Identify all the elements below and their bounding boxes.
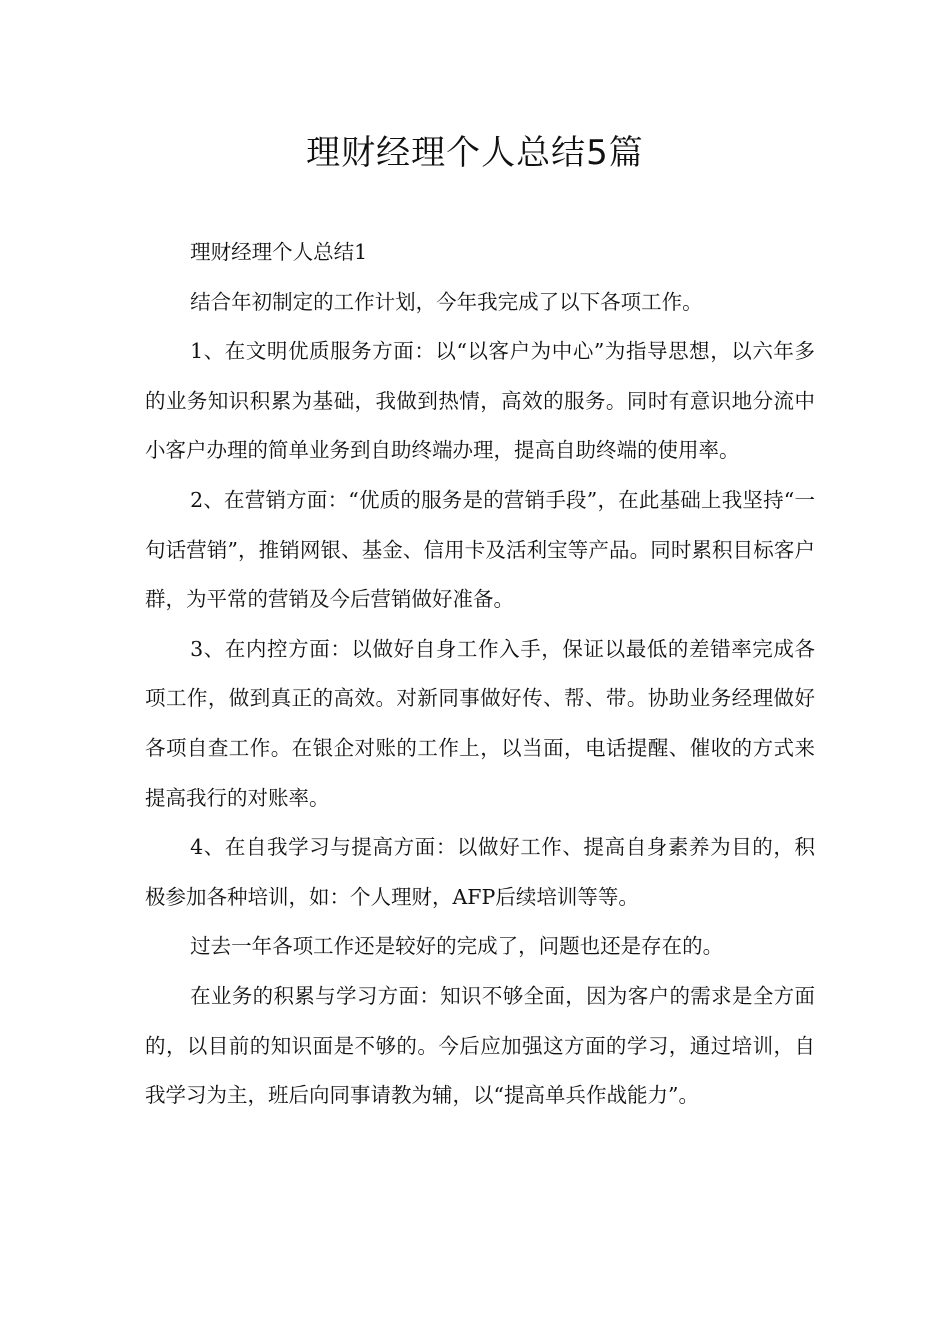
body-paragraph: 在业务的积累与学习方面：知识不够全面，因为客户的需求是全方面的，以目前的知识面是不够的。今后应加强这方面的学习，通过培训，自我学习为主，班后向同事请教为辅，以“提高单兵作战能力”。 xyxy=(145,983,815,1108)
body-paragraph: 3、在内控方面：以做好自身工作入手，保证以最低的差错率完成各项工作，做到真正的高效。对新同事做好传、帮、带。协助业务经理做好各项自查工作。在银企对账的工作上，以当面，电话提醒、催收的方式来提高我行的对账率。 xyxy=(145,636,815,810)
document-body xyxy=(145,228,815,1121)
section-heading: 理财经理个人总结1 xyxy=(190,240,368,264)
body-paragraph: 2、在营销方面：“优质的服务是的营销手段”，在此基础上我坚持“一句话营销”，推销网银、基金、信用卡及活利宝等产品。同时累积目标客户群，为平常的营销及今后营销做好准备。 xyxy=(145,487,815,612)
document-title: 理财经理个人总结5篇 xyxy=(306,133,644,173)
body-paragraph: 过去一年各项工作还是较好的完成了，问题也还是存在的。 xyxy=(190,934,724,959)
body-paragraph: 4、在自我学习与提高方面：以做好工作、提高自身素养为目的，积极参加各种培训，如：个人理财，AFP后续培训等等。 xyxy=(145,835,815,909)
body-paragraph: 1、在文明优质服务方面：以“以客户为中心”为指导思想，以六年多的业务知识积累为基础，我做到热情，高效的服务。同时有意识地分流中小客户办理的简单业务到自助终端办理，提高自助终端的使用率。 xyxy=(145,339,815,463)
body-paragraph: 结合年初制定的工作计划，今年我完成了以下各项工作。 xyxy=(190,289,703,314)
